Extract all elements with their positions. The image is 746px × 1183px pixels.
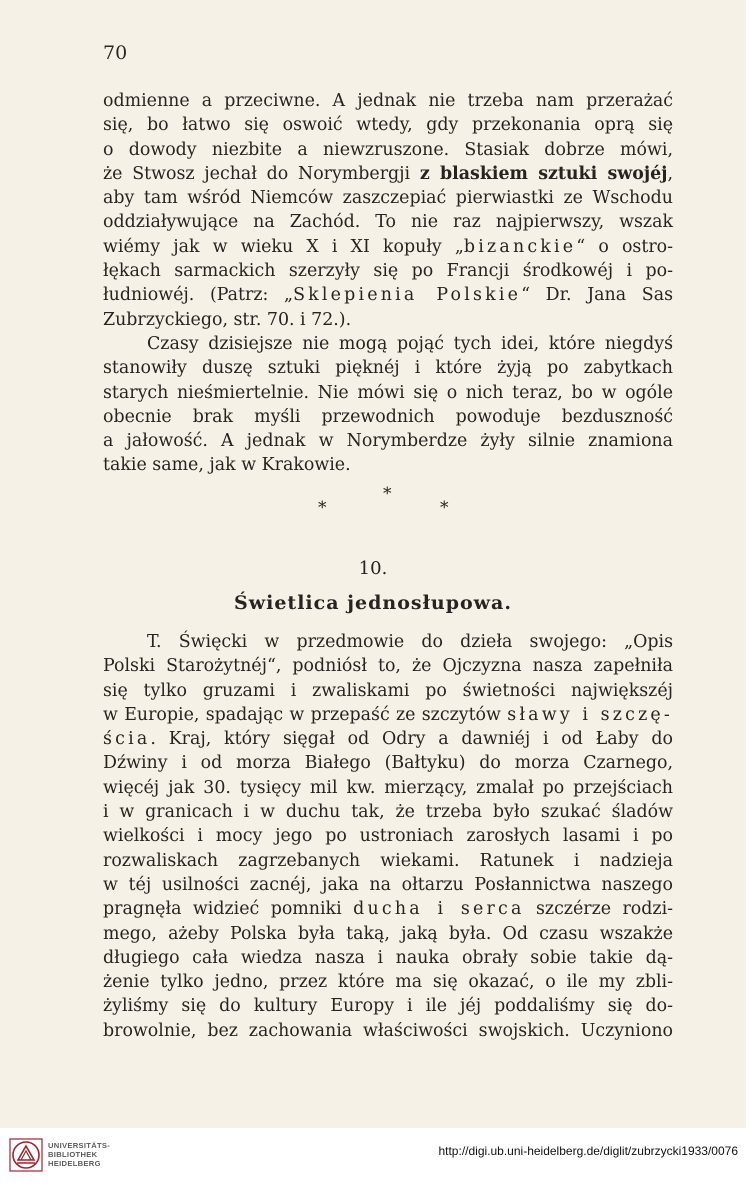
text-line [103,922,673,946]
text-line [103,210,673,234]
text-line [103,113,673,137]
asterisk-top: * [383,484,392,504]
text-run: się tylko gruzami i zwaliskami po świetności największéj [103,680,673,701]
text-line [103,283,673,307]
text-run: takie same, jak w Krakowie. [103,455,351,476]
text-line [103,138,673,162]
text-line [103,970,673,994]
digitization-footer [0,1128,746,1183]
text-run: łudniowéj. (Patrz: „ [103,285,294,306]
spaced-emphasis: Sklepienia Polskie [293,285,522,306]
text-run: Zubrzyckiego, str. 70. i 72.). [103,309,352,330]
text-line [103,308,673,332]
text-line [103,654,673,678]
text-line [103,994,673,1018]
text-run: szczérze rodzi- [524,899,674,920]
text-run: a jałowość. A jednak w Norymberdze żyły silnie znamiona [103,431,673,452]
library-name [48,1141,110,1168]
text-line [103,897,673,921]
text-run: i w granicach i w duchu tak, że trzeba było szukać śladów [103,802,673,823]
spaced-emphasis: sławy i szczę- [507,704,673,725]
text-line [103,849,673,873]
section-break-asterisks [310,484,460,518]
text-run: aby tam wśród Niemców zaszczepiać pierwiastki ze Wschodu [103,188,673,209]
text-run: Dźwiny i od morza Białego (Bałtyku) do morza Czarnego, [103,753,673,774]
library-seal-icon [9,1138,43,1172]
text-line [103,1019,673,1043]
text-line [103,429,673,453]
text-run: o dowody niezbite a niewzruszone. Stasiak dobrze mówi, [103,139,673,160]
text-run: oddziaływujące na Zachód. To nie raz najpierwszy, wszak [103,212,673,233]
text-run: Polski Starożytnéj“, podniósł to, że Ojczyzna nasza zapełniła [103,656,673,677]
text-run: się, bo łatwo się oswoić wtedy, gdy przekonania oprą się [103,115,673,136]
text-line [103,356,673,380]
section-number: 10. [358,558,388,579]
text-run: T. Święcki w przedmowie do dzieła swojego: „Opis [147,632,673,652]
text-line [103,800,673,824]
page-number: 70 [103,42,128,64]
text-line [103,679,673,703]
text-line [103,186,673,210]
section-title: Świetlica jednosłupowa. [234,592,512,614]
text-run: “ o ostro- [576,236,673,257]
text-run: w téj usilności zacnéj, jaka na ołtarzu Posłannictwa naszego [103,874,673,895]
text-line [103,405,673,429]
text-line [103,776,673,800]
spaced-emphasis: bizanckie [463,236,577,257]
asterisk-right: * [440,498,449,518]
library-name-line: BIBLIOTHEK [48,1150,98,1159]
asterisk-left: * [318,498,327,518]
text-line [103,727,673,751]
library-name-line: HEIDELBERG [48,1159,101,1168]
text-run: wielkości i mocy jego po ustroniach zarosłych lasami i po [103,826,673,847]
paragraph-1 [103,89,673,332]
text-run: łękach sarmackich szerzyły się po Francji środkowéj i po- [103,261,673,282]
text-run: . Kraj, który sięgał od Odry a dawniéj i od Łaby do [150,729,673,750]
text-line [103,751,673,775]
spaced-emphasis: ducha i serca [353,899,525,920]
text-run: rozwaliskach zagrzebanych wiekami. Ratunek i nadzieja [103,850,673,871]
text-run: “ Dr. Jana Sas [521,285,674,306]
text-run: stanowiły duszę sztuki pięknéj i które żyją po zabytkach [103,358,673,379]
text-line [103,381,673,405]
paragraph-3 [103,630,673,1043]
text-line [103,453,673,477]
text-line [103,703,673,727]
spaced-emphasis: ścia [103,729,151,750]
text-line [103,235,673,259]
text-run: żenie tylko jedno, przez które ma się okazać, o ile my zbli- [103,972,673,993]
text-run: Czasy dzisiejsze nie mogą pojąć tych idei, które niegdyś [147,334,673,354]
text-run: , [667,163,674,184]
text-run: wiémy jak w wieku X i XI kopuły „ [103,236,464,257]
text-run: że Stwosz jechał do Norymbergji [103,163,420,184]
text-run: długiego cała wiedza nasza i nauka obrały sobie takie dą- [103,947,673,968]
text-line [103,89,673,113]
text-line [103,162,673,186]
text-line [103,630,673,654]
paragraph-2 [103,332,673,478]
source-url-link[interactable]: http://digi.ub.uni-heidelberg.de/diglit/zubrzycki1933/0076 [438,1144,738,1158]
text-line [103,873,673,897]
text-run: browolnie, bez zachowania właściwości swojskich. Uczyniono [103,1020,673,1041]
text-run: mego, ażeby Polska była taką, jaką była. Od czasu wszakże [103,923,673,944]
text-run: starych nieśmiertelnie. Nie mówi się o nich teraz, bo w ogóle [103,382,673,403]
library-name-line: UNIVERSITÄTS- [48,1141,111,1150]
text-line [103,824,673,848]
text-line [103,332,673,356]
text-run: więcéj jak 30. tysięcy mil kw. mierzący, zmalał po przejściach [103,777,673,798]
text-line [103,946,673,970]
text-line [103,259,673,283]
text-run: żyliśmy się do kultury Europy i ile jéj poddaliśmy się do- [103,996,673,1017]
text-run: w Europie, spadając w przepaść ze szczytów [103,704,508,725]
text-run: obecnie brak myśli przewodnich powoduje bezduszność [103,406,673,427]
text-run: pragnęła widzieć pomniki [103,899,354,920]
bold-text: z blaskiem sztuki swojéj [419,163,668,184]
text-run: odmienne a przeciwne. A jednak nie trzeba nam przerażać [103,91,673,111]
